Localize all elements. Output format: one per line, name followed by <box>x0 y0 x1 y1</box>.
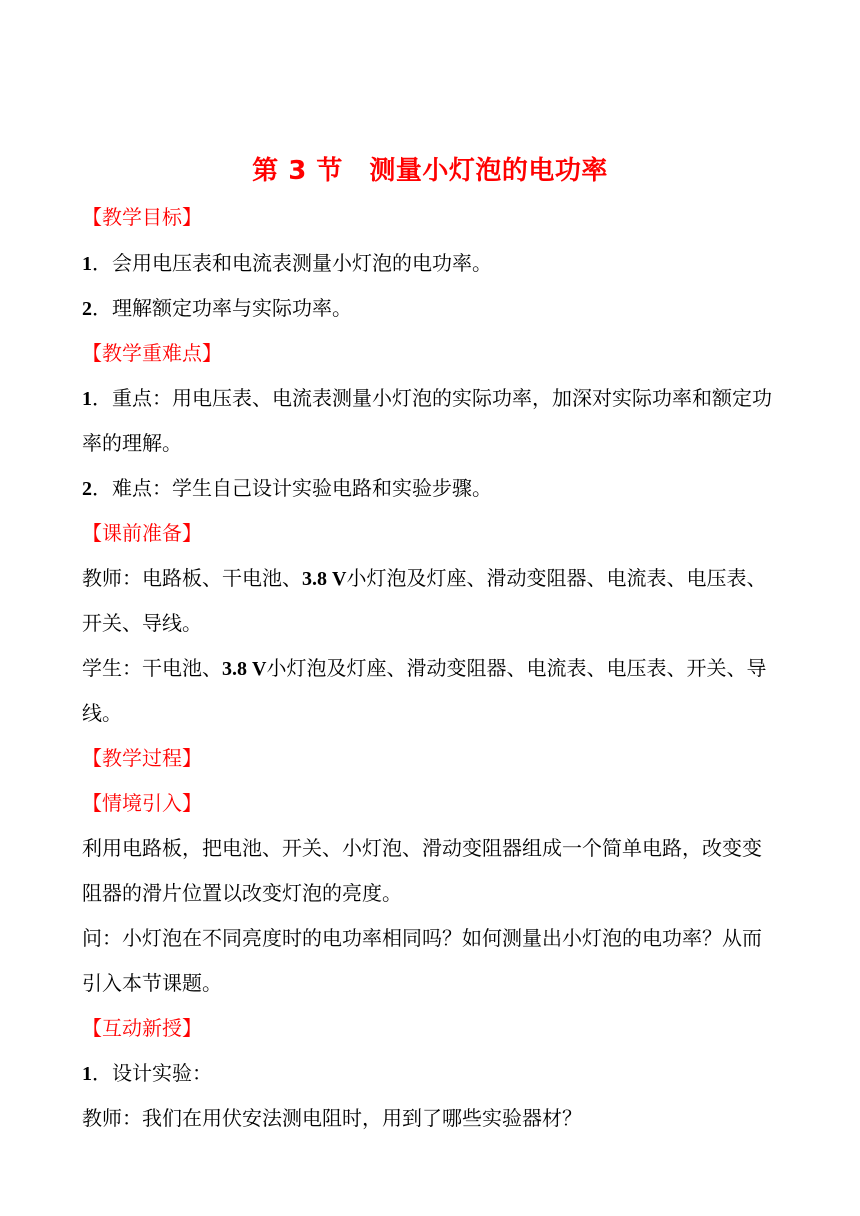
item-number: 1 <box>82 1063 92 1085</box>
item-number: 2 <box>82 298 92 320</box>
item-separator: ． <box>92 476 112 500</box>
item-text: 理解额定功率与实际功率。 <box>112 296 352 320</box>
item-separator: ． <box>92 1061 112 1085</box>
interactive-heading: 【互动新授】 <box>82 1016 202 1040</box>
teacher-question: 教师：我们在用伏安法测电阻时，用到了哪些实验器材？ <box>82 1106 582 1130</box>
item-text: 难点：学生自己设计实验电路和实验步骤。 <box>112 476 492 500</box>
item-separator: ． <box>92 296 112 320</box>
prep-teacher-text-a: 教师：电路板、干电池、 <box>82 566 302 590</box>
voltage-value: 3.8 V <box>302 568 347 590</box>
intro-paragraph-1-continuation: 阻器的滑片位置以改变灯泡的亮度。 <box>82 881 402 905</box>
prep-teacher-continuation: 开关、导线。 <box>82 611 202 635</box>
intro-heading: 【情境引入】 <box>82 791 202 815</box>
item-text: 重点：用电压表、电流表测量小灯泡的实际功率，加深对实际功率和额定功 <box>112 386 772 410</box>
prep-teacher <box>82 563 782 594</box>
difficulties-heading: 【教学重难点】 <box>82 341 222 365</box>
difficulty-item-1 <box>82 383 782 414</box>
objective-item-2 <box>82 293 782 324</box>
intro-paragraph-2: 问：小灯泡在不同亮度时的电功率相同吗？如何测量出小灯泡的电功率？从而 <box>82 926 762 950</box>
item-text: 设计实验： <box>112 1061 212 1085</box>
item-number: 2 <box>82 478 92 500</box>
item-separator: ． <box>92 386 112 410</box>
objectives-heading: 【教学目标】 <box>82 205 202 229</box>
prep-student-text-a: 学生：干电池、 <box>82 656 222 680</box>
objective-item-1 <box>82 248 782 279</box>
prep-student-continuation: 线。 <box>82 701 122 725</box>
item-separator: ． <box>92 251 112 275</box>
difficulty-item-2 <box>82 473 782 504</box>
item-number: 1 <box>82 388 92 410</box>
difficulty-item-1-continuation: 率的理解。 <box>82 431 182 455</box>
prep-teacher-text-b: 小灯泡及灯座、滑动变阻器、电流表、电压表、 <box>346 566 767 590</box>
page-title: 第 3 节 测量小灯泡的电功率 <box>252 156 608 186</box>
item-text: 会用电压表和电流表测量小灯泡的电功率。 <box>112 251 492 275</box>
step-item-1 <box>82 1058 782 1089</box>
process-heading: 【教学过程】 <box>82 746 202 770</box>
prep-heading: 【课前准备】 <box>82 521 202 545</box>
intro-paragraph-1: 利用电路板，把电池、开关、小灯泡、滑动变阻器组成一个简单电路，改变变 <box>82 836 762 860</box>
voltage-value: 3.8 V <box>222 658 267 680</box>
prep-student <box>82 653 782 684</box>
prep-student-text-b: 小灯泡及灯座、滑动变阻器、电流表、电压表、开关、导 <box>266 656 767 680</box>
intro-paragraph-2-continuation: 引入本节课题。 <box>82 971 222 995</box>
item-number: 1 <box>82 253 92 275</box>
